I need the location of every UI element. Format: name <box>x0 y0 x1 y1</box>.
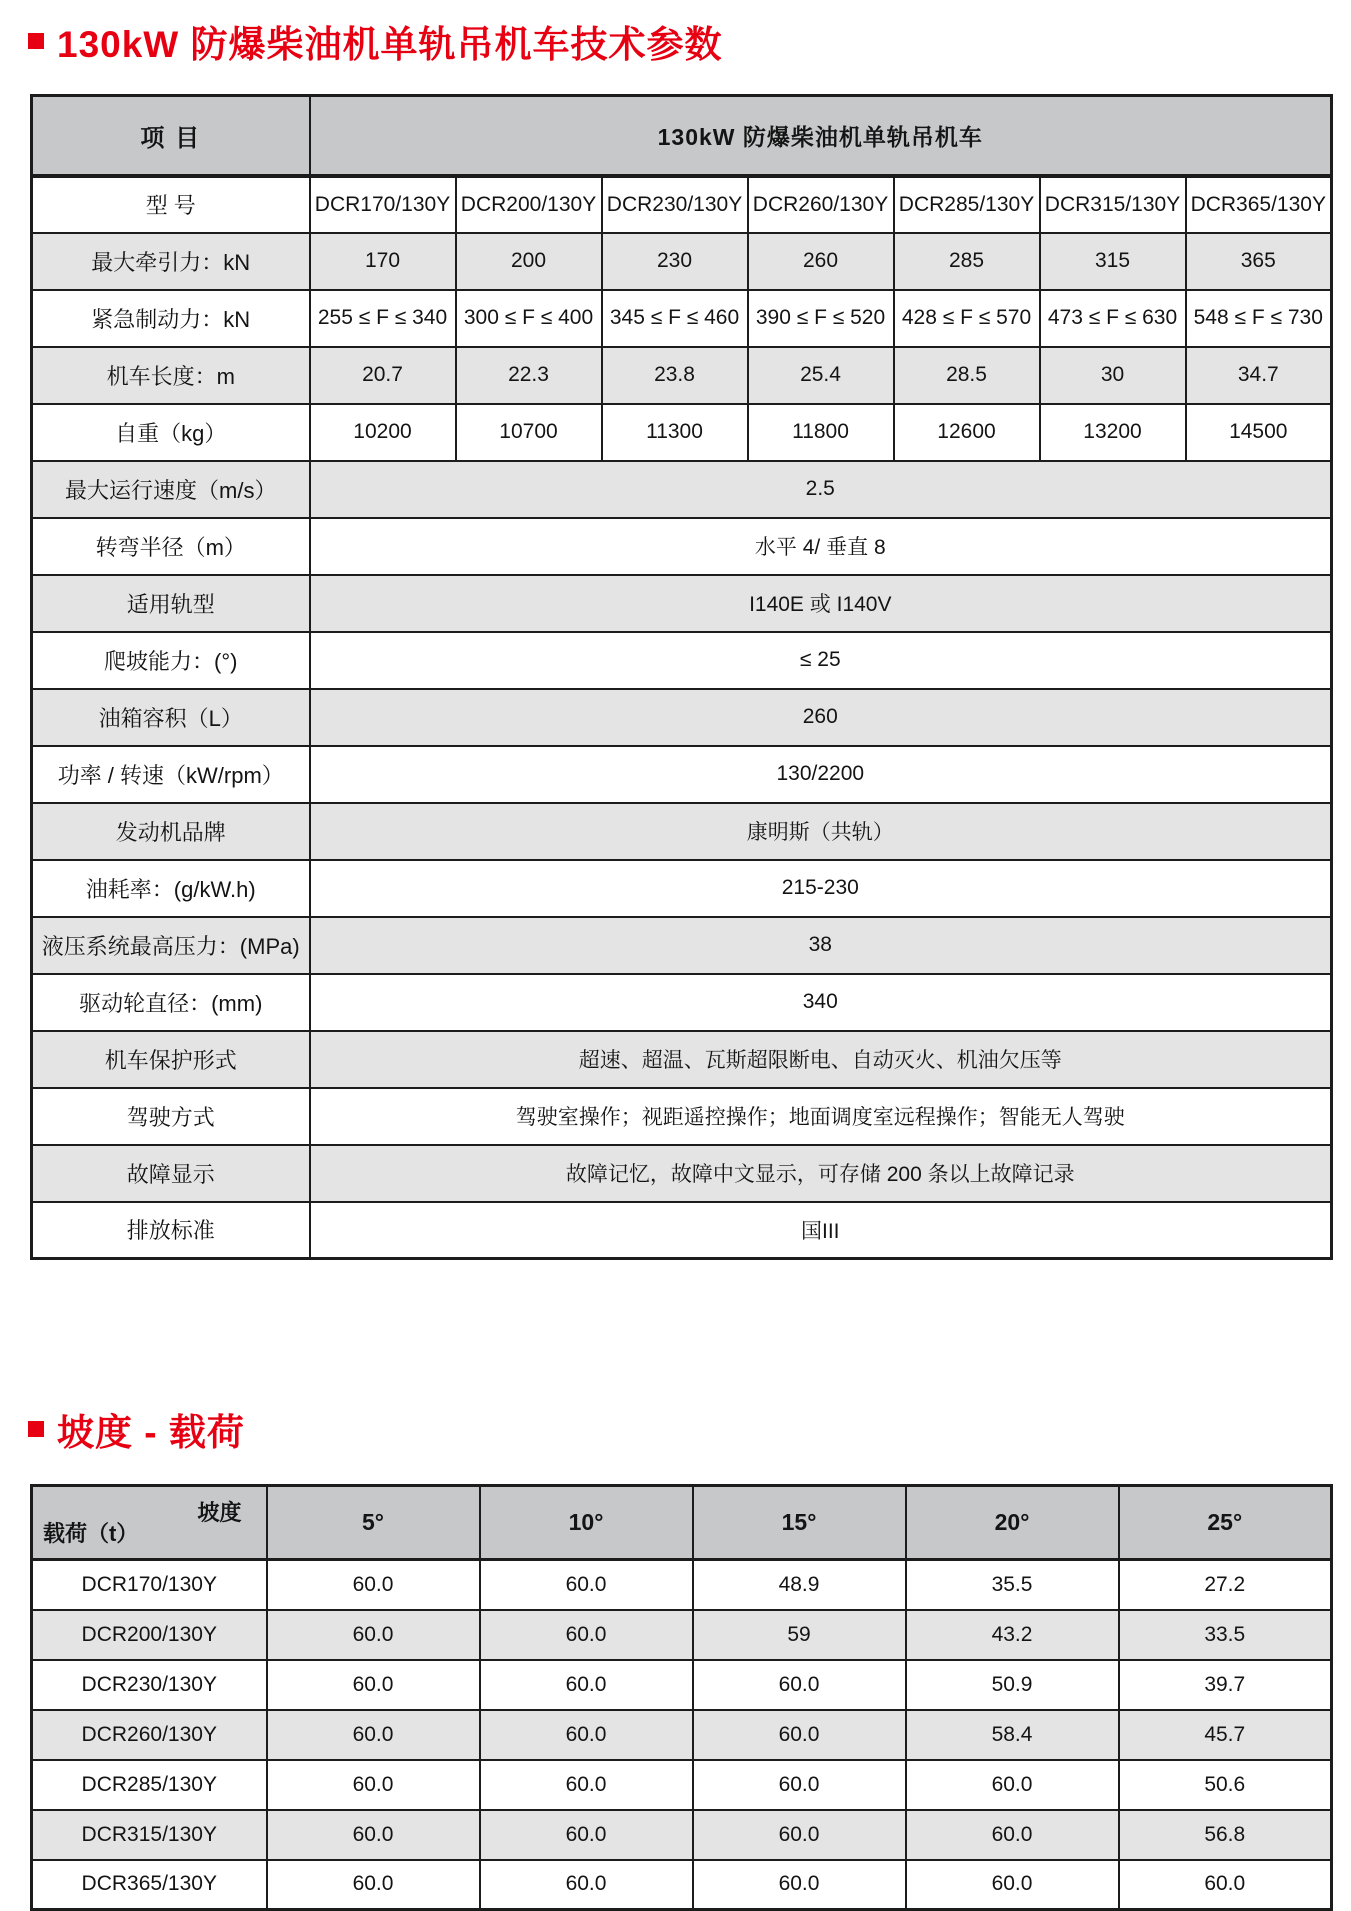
spec-row-label: 最大运行速度（m/s） <box>32 461 310 518</box>
slope-model-label: DCR260/130Y <box>32 1710 267 1760</box>
slope-table <box>30 1484 1333 1911</box>
spec-model-row <box>32 176 1332 233</box>
slope-column-header: 20° <box>906 1486 1119 1560</box>
spec-value-cell: 255 ≤ F ≤ 340 <box>310 290 456 347</box>
spec-value-cell: 390 ≤ F ≤ 520 <box>748 290 894 347</box>
spec-value-cell: 300 ≤ F ≤ 400 <box>456 290 602 347</box>
slope-data-row <box>32 1610 1332 1660</box>
spec-value-cell: 28.5 <box>894 347 1040 404</box>
spec-value-cell: 428 ≤ F ≤ 570 <box>894 290 1040 347</box>
spec-row-label: 油箱容积（L） <box>32 689 310 746</box>
spec-value-cell: 14500 <box>1186 404 1332 461</box>
slope-value-cell: 56.8 <box>1119 1810 1332 1860</box>
slope-value-cell: 60.0 <box>267 1610 480 1660</box>
spec-data-row <box>32 1088 1332 1145</box>
spec-row-label: 发动机品牌 <box>32 803 310 860</box>
spec-data-row <box>32 632 1332 689</box>
spec-group-header: 130kW 防爆柴油机单轨吊机车 <box>310 96 1332 176</box>
spec-items-header: 项 目 <box>32 96 310 176</box>
spec-value-cell: 315 <box>1040 233 1186 290</box>
spec-span-value: 215-230 <box>310 860 1332 917</box>
spec-row-label: 转弯半径（m） <box>32 518 310 575</box>
slope-value-cell: 60.0 <box>480 1860 693 1910</box>
slope-section-title-text: 坡度 - 载荷 <box>57 1412 245 1453</box>
spec-value-cell: 12600 <box>894 404 1040 461</box>
spec-model-cell: DCR230/130Y <box>602 176 748 233</box>
slope-value-cell: 60.0 <box>480 1810 693 1860</box>
spec-value-cell: 34.7 <box>1186 347 1332 404</box>
spec-span-value: 水平 4/ 垂直 8 <box>310 518 1332 575</box>
spec-data-row <box>32 575 1332 632</box>
spec-value-cell: 10200 <box>310 404 456 461</box>
slope-value-cell: 60.0 <box>906 1810 1119 1860</box>
spec-value-cell: 30 <box>1040 347 1186 404</box>
spec-span-value: ≤ 25 <box>310 632 1332 689</box>
spec-row-label: 驾驶方式 <box>32 1088 310 1145</box>
slope-data-row <box>32 1710 1332 1760</box>
slope-corner-bottom-label: 载荷（t） <box>43 1521 139 1546</box>
spec-span-value: 2.5 <box>310 461 1332 518</box>
spec-value-cell: 22.3 <box>456 347 602 404</box>
spec-model-cell: DCR260/130Y <box>748 176 894 233</box>
spec-data-row <box>32 461 1332 518</box>
spec-section-title-text: 130kW 防爆柴油机单轨吊机车技术参数 <box>57 24 723 65</box>
slope-value-cell: 50.9 <box>906 1660 1119 1710</box>
slope-column-header: 5° <box>267 1486 480 1560</box>
spec-model-cell: DCR170/130Y <box>310 176 456 233</box>
spec-data-row <box>32 860 1332 917</box>
spec-section-title <box>28 0 1351 68</box>
slope-value-cell: 60.0 <box>267 1760 480 1810</box>
slope-value-cell: 60.0 <box>480 1610 693 1660</box>
spec-value-cell: 20.7 <box>310 347 456 404</box>
spec-value-cell: 345 ≤ F ≤ 460 <box>602 290 748 347</box>
spec-span-value: 340 <box>310 974 1332 1031</box>
slope-column-header: 25° <box>1119 1486 1332 1560</box>
slope-model-label: DCR230/130Y <box>32 1660 267 1710</box>
slope-data-row <box>32 1860 1332 1910</box>
slope-data-row <box>32 1760 1332 1810</box>
spec-value-cell: 260 <box>748 233 894 290</box>
spec-data-row <box>32 347 1332 404</box>
slope-value-cell: 60.0 <box>693 1860 906 1910</box>
slope-value-cell: 60.0 <box>480 1660 693 1710</box>
spec-data-row <box>32 233 1332 290</box>
spec-model-cell: DCR315/130Y <box>1040 176 1186 233</box>
spec-value-cell: 13200 <box>1040 404 1186 461</box>
spec-span-value: 260 <box>310 689 1332 746</box>
slope-model-label: DCR285/130Y <box>32 1760 267 1810</box>
slope-value-cell: 43.2 <box>906 1610 1119 1660</box>
spec-data-row <box>32 746 1332 803</box>
slope-model-label: DCR200/130Y <box>32 1610 267 1660</box>
spec-data-row <box>32 1031 1332 1088</box>
slope-value-cell: 60.0 <box>480 1710 693 1760</box>
spec-value-cell: 11300 <box>602 404 748 461</box>
spec-value-cell: 230 <box>602 233 748 290</box>
spec-value-cell: 548 ≤ F ≤ 730 <box>1186 290 1332 347</box>
spec-data-row <box>32 290 1332 347</box>
spec-value-cell: 473 ≤ F ≤ 630 <box>1040 290 1186 347</box>
slope-data-row <box>32 1660 1332 1710</box>
slope-value-cell: 50.6 <box>1119 1760 1332 1810</box>
spec-span-value: 38 <box>310 917 1332 974</box>
spec-table <box>30 94 1333 1260</box>
spec-row-label: 最大牵引力：kN <box>32 233 310 290</box>
slope-value-cell: 60.0 <box>267 1560 480 1610</box>
slope-value-cell: 60.0 <box>693 1660 906 1710</box>
spec-data-row <box>32 689 1332 746</box>
spec-span-value: 故障记忆，故障中文显示，可存储 200 条以上故障记录 <box>310 1145 1332 1202</box>
slope-value-cell: 27.2 <box>1119 1560 1332 1610</box>
spec-span-value: 康明斯（共轨） <box>310 803 1332 860</box>
slope-corner-top-label: 坡度 <box>197 1500 242 1525</box>
spec-span-value: 驾驶室操作；视距遥控操作；地面调度室远程操作；智能无人驾驶 <box>310 1088 1332 1145</box>
slope-value-cell: 60.0 <box>906 1860 1119 1910</box>
slope-corner-cell <box>32 1486 267 1560</box>
spec-value-cell: 25.4 <box>748 347 894 404</box>
slope-data-row <box>32 1810 1332 1860</box>
slope-value-cell: 60.0 <box>480 1560 693 1610</box>
spec-data-row <box>32 974 1332 1031</box>
spec-value-cell: 11800 <box>748 404 894 461</box>
slope-value-cell: 45.7 <box>1119 1710 1332 1760</box>
spec-header-row <box>32 96 1332 176</box>
slope-section-title <box>28 1402 1351 1456</box>
spec-row-label: 自重（kg） <box>32 404 310 461</box>
spec-data-row <box>32 1145 1332 1202</box>
spec-row-label: 驱动轮直径：(mm) <box>32 974 310 1031</box>
spec-data-row <box>32 1202 1332 1259</box>
red-square-bullet <box>28 33 44 49</box>
spec-data-row <box>32 518 1332 575</box>
spec-row-label: 故障显示 <box>32 1145 310 1202</box>
slope-column-header: 10° <box>480 1486 693 1560</box>
slope-value-cell: 60.0 <box>1119 1860 1332 1910</box>
spec-row-label: 适用轨型 <box>32 575 310 632</box>
spec-span-value: I140E 或 I140V <box>310 575 1332 632</box>
slope-value-cell: 33.5 <box>1119 1610 1332 1660</box>
spec-span-value: 超速、超温、瓦斯超限断电、自动灭火、机油欠压等 <box>310 1031 1332 1088</box>
spec-value-cell: 10700 <box>456 404 602 461</box>
spec-row-label: 排放标准 <box>32 1202 310 1259</box>
slope-model-label: DCR170/130Y <box>32 1560 267 1610</box>
spec-data-row <box>32 803 1332 860</box>
slope-value-cell: 60.0 <box>693 1760 906 1810</box>
spec-data-row <box>32 917 1332 974</box>
red-square-bullet <box>28 1421 44 1437</box>
spec-span-value: 130/2200 <box>310 746 1332 803</box>
slope-value-cell: 39.7 <box>1119 1660 1332 1710</box>
spec-row-label: 油耗率：(g/kW.h) <box>32 860 310 917</box>
spec-value-cell: 365 <box>1186 233 1332 290</box>
spec-data-row <box>32 404 1332 461</box>
slope-value-cell: 35.5 <box>906 1560 1119 1610</box>
slope-value-cell: 60.0 <box>480 1760 693 1810</box>
spec-row-label: 机车保护形式 <box>32 1031 310 1088</box>
spec-span-value: 国III <box>310 1202 1332 1259</box>
slope-model-label: DCR315/130Y <box>32 1810 267 1860</box>
spec-row-label: 功率 / 转速（kW/rpm） <box>32 746 310 803</box>
spec-value-cell: 285 <box>894 233 1040 290</box>
slope-value-cell: 60.0 <box>693 1710 906 1760</box>
spec-value-cell: 23.8 <box>602 347 748 404</box>
slope-column-header: 15° <box>693 1486 906 1560</box>
slope-value-cell: 48.9 <box>693 1560 906 1610</box>
slope-value-cell: 60.0 <box>906 1760 1119 1810</box>
spec-model-cell: DCR200/130Y <box>456 176 602 233</box>
slope-model-label: DCR365/130Y <box>32 1860 267 1910</box>
slope-value-cell: 60.0 <box>267 1660 480 1710</box>
spec-model-cell: DCR365/130Y <box>1186 176 1332 233</box>
spec-model-label: 型 号 <box>32 176 310 233</box>
slope-value-cell: 60.0 <box>267 1860 480 1910</box>
spec-model-cell: DCR285/130Y <box>894 176 1040 233</box>
spec-row-label: 紧急制动力：kN <box>32 290 310 347</box>
slope-value-cell: 58.4 <box>906 1710 1119 1760</box>
spec-value-cell: 200 <box>456 233 602 290</box>
slope-data-row <box>32 1560 1332 1610</box>
spec-row-label: 爬坡能力：(°) <box>32 632 310 689</box>
slope-header-row <box>32 1486 1332 1560</box>
spec-row-label: 液压系统最高压力：(MPa) <box>32 917 310 974</box>
slope-value-cell: 60.0 <box>693 1810 906 1860</box>
slope-value-cell: 59 <box>693 1610 906 1660</box>
spec-value-cell: 170 <box>310 233 456 290</box>
slope-value-cell: 60.0 <box>267 1710 480 1760</box>
spec-row-label: 机车长度：m <box>32 347 310 404</box>
slope-value-cell: 60.0 <box>267 1810 480 1860</box>
